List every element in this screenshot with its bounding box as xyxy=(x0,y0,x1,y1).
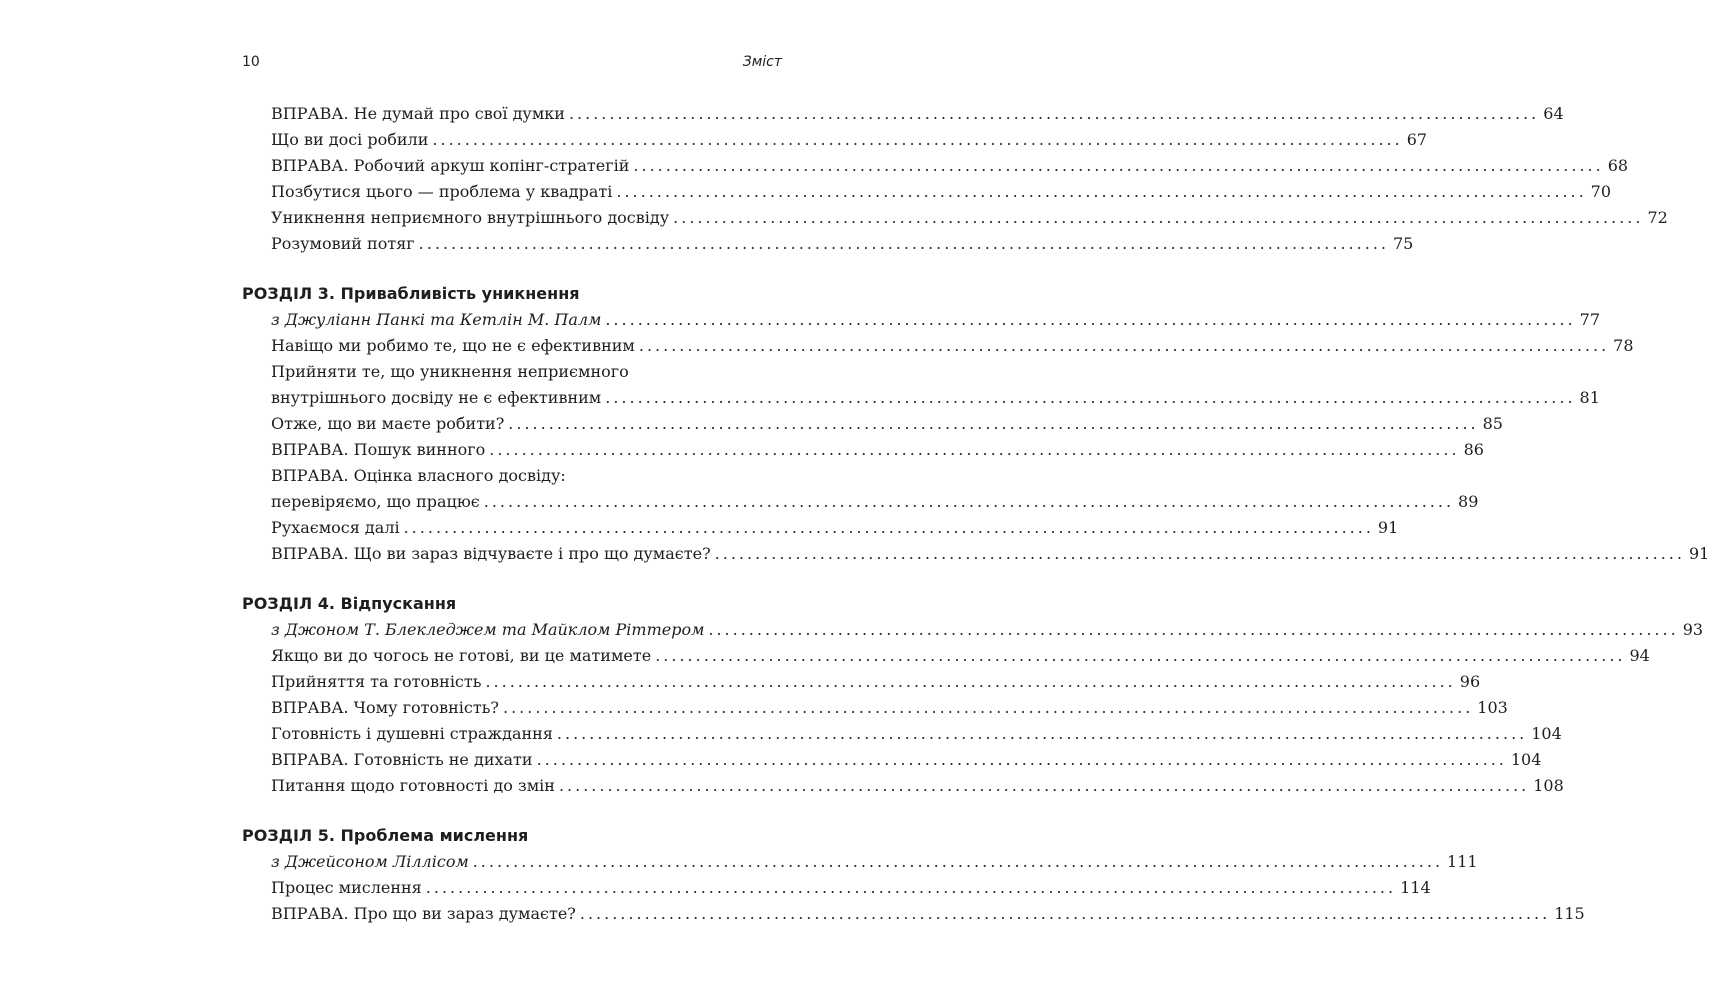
dot-leader: ........................................................................................................................ xyxy=(418,234,1389,253)
toc-entry-page: 93 xyxy=(1682,620,1704,639)
dot-leader: ........................................................................................................................ xyxy=(403,518,1374,537)
toc-entry[interactable] xyxy=(242,773,1564,799)
dot-leader: ........................................................................................................................ xyxy=(633,156,1604,175)
toc-entry-page: 72 xyxy=(1647,208,1668,227)
toc-entry[interactable] xyxy=(242,437,1484,463)
dot-leader: ........................................................................................................................ xyxy=(673,208,1644,227)
running-head xyxy=(242,54,782,74)
section-gap xyxy=(242,799,781,823)
toc-entry[interactable] xyxy=(242,333,1634,359)
toc-entry-page: 75 xyxy=(1392,234,1414,253)
toc-entry[interactable] xyxy=(242,541,1709,567)
toc-entry-title: Навіщо ми робимо те, що не є ефективним xyxy=(271,336,635,355)
toc-entry[interactable] xyxy=(242,127,1428,153)
chapter-3-title[interactable]: РОЗДІЛ 3. Привабливість уникнення xyxy=(242,284,580,303)
toc-entry[interactable] xyxy=(242,179,1612,205)
toc-entry[interactable] xyxy=(242,385,1600,411)
toc-entry[interactable] xyxy=(242,721,1562,747)
dot-leader: ........................................................................................................................ xyxy=(579,904,1551,923)
toc-entry-title: Рухаємося далі xyxy=(271,518,400,537)
toc-entry[interactable] xyxy=(242,489,1479,515)
toc-entry-title: Уникнення неприємного внутрішнього досвіду xyxy=(271,208,670,227)
toc-entry-title: з Джейсоном Ліллісом xyxy=(271,852,469,871)
dot-leader: ........................................................................................................................ xyxy=(638,336,1610,355)
section-gap xyxy=(242,257,781,281)
toc-entry-title: з Джоном Т. Блекледжем та Майклом Ріттером xyxy=(271,620,705,639)
dot-leader: ........................................................................................................................ xyxy=(568,104,1540,123)
toc-entry[interactable] xyxy=(242,901,1585,927)
toc-entry-page: 103 xyxy=(1477,698,1508,717)
toc-entry-page: 91 xyxy=(1377,518,1399,537)
toc-entry[interactable] xyxy=(242,875,1431,901)
toc-entry-title: ВПРАВА. Не думай про свої думки xyxy=(271,104,565,123)
toc-entry-title: Процес мислення xyxy=(271,878,422,897)
toc-entry[interactable] xyxy=(242,101,1564,127)
toc-entry-page: 114 xyxy=(1400,878,1431,897)
toc-entry-page: 78 xyxy=(1613,336,1634,355)
toc-entry[interactable] xyxy=(242,515,1399,541)
chapter-4-author[interactable] xyxy=(242,617,1704,643)
toc-entry[interactable] xyxy=(242,643,1650,669)
toc-entry-page: 70 xyxy=(1590,182,1612,201)
toc-entry-title: ВПРАВА. Про що ви зараз думаєте? xyxy=(271,904,576,923)
toc-entry-title: з Джуліанн Панкі та Кетлін М. Палм xyxy=(271,310,602,329)
toc-entry-page: 89 xyxy=(1458,492,1479,511)
toc-entry[interactable] xyxy=(242,153,1629,179)
section-title: Зміст xyxy=(742,54,782,70)
toc-entry-page: 115 xyxy=(1554,904,1585,923)
toc-entry-title: Позбутися цього — проблема у квадраті xyxy=(271,182,613,201)
dot-leader: ........................................................................................................................ xyxy=(483,492,1455,511)
dot-leader: ........................................................................................................................ xyxy=(508,414,1479,433)
dot-leader: ........................................................................................................................ xyxy=(536,750,1507,769)
toc-entry-page: 108 xyxy=(1533,776,1564,795)
toc-entry-title: ВПРАВА. Робочий аркуш копінг-стратегій xyxy=(271,156,630,175)
section-gap xyxy=(242,567,781,591)
dot-leader: ........................................................................................................................ xyxy=(489,440,1460,459)
toc-entry-page: 91 xyxy=(1688,544,1709,563)
toc-entry-title: Готовність і душевні страждання xyxy=(271,724,553,743)
toc-entry-title: Прийняти те, що уникнення неприємного xyxy=(271,362,629,381)
dot-leader: ........................................................................................................................ xyxy=(502,698,1474,717)
toc-entry-title: ВПРАВА. Чому готовність? xyxy=(271,698,499,717)
dot-leader: ........................................................................................................................ xyxy=(432,130,1403,149)
toc-entry-page: 64 xyxy=(1543,104,1564,123)
toc-entry-page: 86 xyxy=(1463,440,1484,459)
dot-leader: ........................................................................................................................ xyxy=(605,388,1576,407)
toc-entry-title: Що ви досі робили xyxy=(271,130,429,149)
dot-leader: ........................................................................................................................ xyxy=(616,182,1587,201)
toc-entry[interactable] xyxy=(242,695,1508,721)
dot-leader: ........................................................................................................................ xyxy=(425,878,1397,897)
toc-entry-page: 94 xyxy=(1629,646,1650,665)
toc-entry[interactable] xyxy=(242,231,1414,257)
toc-entry[interactable] xyxy=(242,747,1542,773)
chapter-3-author[interactable] xyxy=(242,307,1601,333)
toc-entry-title: Розумовий потяг xyxy=(271,234,415,253)
toc-entry-page: 111 xyxy=(1447,852,1478,871)
toc-entry-title: Отже, що ви маєте робити? xyxy=(271,414,505,433)
toc-entry-title: Питання щодо готовності до змін xyxy=(271,776,555,795)
toc-entry[interactable] xyxy=(242,669,1481,695)
toc-entry-page: 104 xyxy=(1531,724,1562,743)
toc-entry-page: 85 xyxy=(1482,414,1503,433)
toc-entry-first-line[interactable] xyxy=(242,463,781,489)
toc-entry-title: Прийняття та готовність xyxy=(271,672,482,691)
toc-entry-page: 68 xyxy=(1607,156,1629,175)
toc-entry-title: ВПРАВА. Готовність не дихати xyxy=(271,750,533,769)
toc-entry-page: 96 xyxy=(1459,672,1481,691)
toc-entry[interactable] xyxy=(242,411,1503,437)
toc-entry[interactable] xyxy=(242,205,1668,231)
chapter-4-title[interactable]: РОЗДІЛ 4. Відпускання xyxy=(242,594,457,613)
dot-leader: ........................................................................................................................ xyxy=(556,724,1528,743)
toc-entry-page: 104 xyxy=(1510,750,1542,769)
toc-entry-title: ВПРАВА. Оцінка власного досвіду: xyxy=(271,466,566,485)
toc-entry-page: 81 xyxy=(1579,388,1600,407)
dot-leader: ........................................................................................................................ xyxy=(558,776,1530,795)
toc-entry-title: ВПРАВА. Що ви зараз відчуваєте і про що думаєте? xyxy=(271,544,711,563)
toc-entry-first-line[interactable] xyxy=(242,359,781,385)
toc-entry-title: Якщо ви до чогось не готові, ви це матимете xyxy=(271,646,652,665)
page-number: 10 xyxy=(242,54,260,70)
dot-leader: ........................................................................................................................ xyxy=(714,544,1685,563)
chapter-5-author[interactable] xyxy=(242,849,1478,875)
toc-entry-title: ВПРАВА. Пошук винного xyxy=(271,440,486,459)
dot-leader: ........................................................................................................................ xyxy=(708,620,1679,639)
dot-leader: ........................................................................................................................ xyxy=(485,672,1456,691)
dot-leader: ........................................................................................................................ xyxy=(655,646,1626,665)
toc-entry-title: перевіряємо, що працює xyxy=(271,492,480,511)
toc-entry-page: 77 xyxy=(1579,310,1601,329)
toc-entry-title: внутрішнього досвіду не є ефективним xyxy=(271,388,602,407)
dot-leader: ........................................................................................................................ xyxy=(605,310,1576,329)
dot-leader: ........................................................................................................................ xyxy=(472,852,1444,871)
chapter-5-title[interactable]: РОЗДІЛ 5. Проблема мислення xyxy=(242,826,529,845)
table-of-contents xyxy=(242,101,1709,927)
toc-entry-page: 67 xyxy=(1406,130,1428,149)
